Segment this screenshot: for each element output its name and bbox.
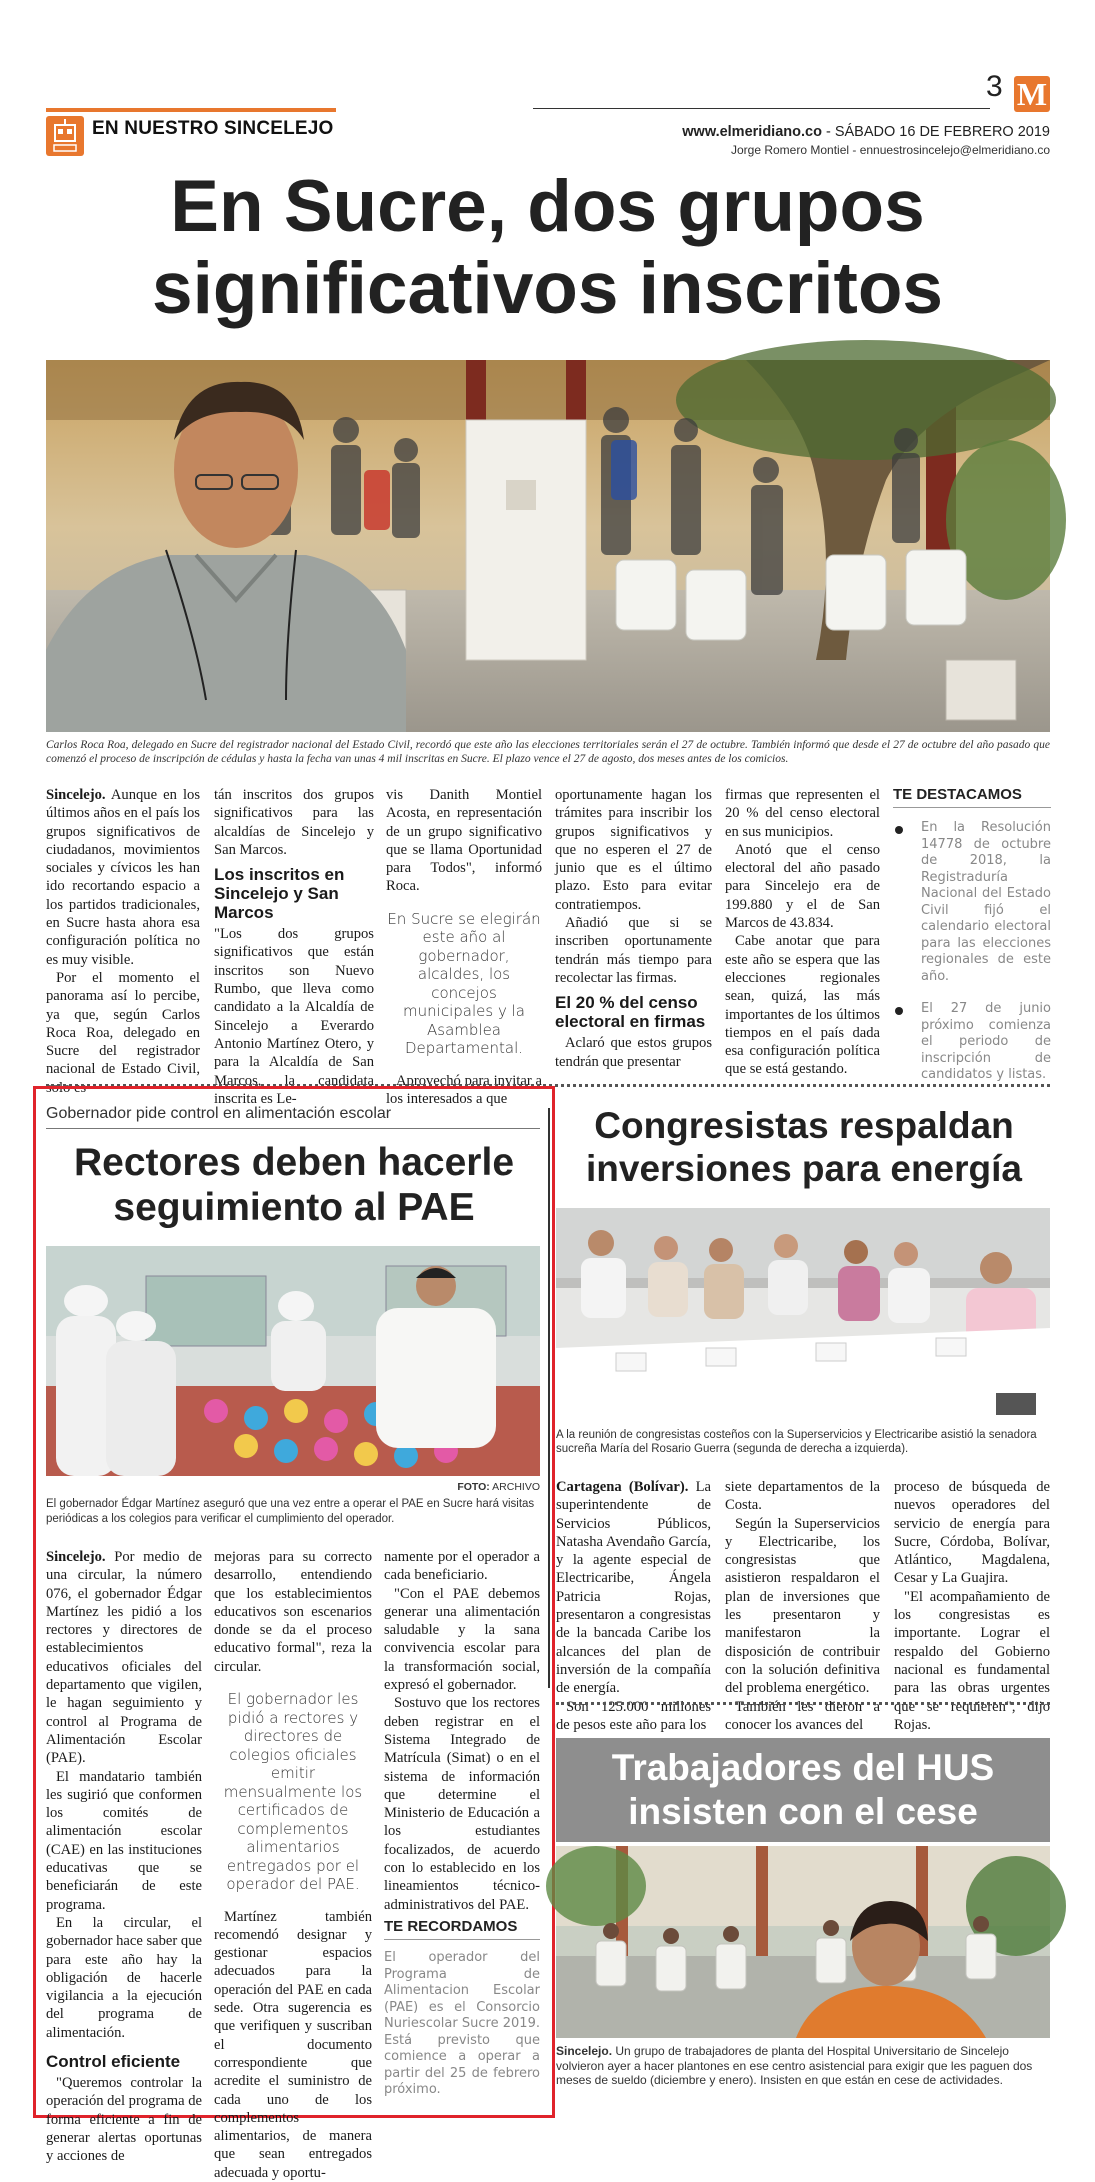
main-col1-p2: Por el momento el panorama así lo percibe, ya que, según Carlos Roca Roa, delegado en Sucre del registrador nacional de Estado Civil, solo es-	[46, 969, 200, 1096]
energy-headline-line2: inversiones para energía	[586, 1148, 1022, 1189]
hus-headline-line1: Trabajadores del HUS	[611, 1747, 995, 1788]
pae-photo-caption: El gobernador Édgar Martínez aseguró que una vez entre a operar el PAE en Sucre hará visitas periódicas a los colegios para verificar el cumplimiento del operador.	[46, 1498, 535, 1525]
energy-col-2	[725, 1478, 880, 1733]
main-col5-p3: Cabe anotar que para este año se espera que las elecciones regionales sean, quizá, las más importantes de los últimos tiempos en el país dada esa configuración política que se está gestando.	[725, 933, 880, 1078]
page-number: 3	[986, 70, 1003, 103]
hus-photo-caption	[556, 2044, 1050, 2088]
energy-photo-caption: A la reunión de congresistas costeños con la Superservicios y Electricaribe asistió la senadora sucreña María del Rosario Guerra (segunda de derecha a izquierda).	[556, 1429, 1037, 1455]
main-lead: Sincelejo.	[46, 787, 106, 803]
pae-col-1	[46, 1548, 202, 2165]
section-title: EN NUESTRO SINCELEJO	[92, 118, 334, 139]
vertical-rule	[548, 1108, 550, 1688]
main-col-4	[555, 786, 712, 1072]
pae-kicker: Gobernador pide control en alimentación escolar	[46, 1105, 392, 1122]
pae-reminder-box	[384, 1918, 540, 2108]
main-col5-p2: Anotó que el censo electoral del año pasado para Sincelejo era de 199.880 y el de San Marcos de 43.834.	[725, 841, 880, 932]
main-col4-p3: Aclaró que estos grupos tendrán que presentar	[555, 1035, 712, 1070]
main-sidebar	[893, 786, 1051, 1082]
main-photo-caption: Carlos Roca Roa, delegado en Sucre del registrador nacional del Estado Civil, recordó que este año las elecciones territoriales serán el 27 de octubre. También informó que desde el 27 de octubre del año pasado que comenzó el proceso de inscripción de cédulas y hasta la fecha van unas 4 mil inscritas en Sucre. El plazo vence el 27 de agosto, dos meses antes de los comicios.	[46, 739, 1050, 765]
energy-col2-p1: siete departamentos de la Costa.	[725, 1479, 880, 1514]
pae-col1-p1: Por medio de una circular, la número 076, el gobernador Édgar Martínez les pidió a los rectores y directores de establecimientos educativos oficiales del departamento que vigilen, le hagan seguimiento y control al Programa de Alimentación Escolar (PAE).	[46, 1549, 202, 1767]
energy-headline-line1: Congresistas respaldan	[594, 1105, 1014, 1146]
pae-col1-p4: "Queremos controlar la operación del programa de forma eficiente a fin de generar alertas oportunas y acciones de	[46, 2075, 202, 2165]
main-col3-p1: vis Danith Montiel Acosta, en representación de un grupo significativo que se llama Oportunidad para Todos", informó Roca.	[386, 787, 542, 895]
hus-headline	[556, 1738, 1050, 1842]
header-rule	[533, 108, 990, 109]
main-col-3	[386, 786, 542, 1108]
sidebar-title: TE DESTACAMOS	[893, 786, 1051, 808]
pae-headline-line2: seguimiento al PAE	[113, 1186, 475, 1229]
pae-col3-p1: namente por el operador a cada beneficiario.	[384, 1549, 540, 1584]
hus-caption-lead: Sincelejo.	[556, 2044, 613, 2058]
energy-col-3	[894, 1478, 1050, 1733]
hus-top-rule	[556, 1702, 1050, 1705]
main-pull-quote: En Sucre se elegirán este año al gobernador, alcaldes, los concejos municipales y la Asamblea Departamental.	[387, 909, 541, 1058]
main-subhead-2: El 20 % del censo electoral en firmas	[555, 993, 706, 1032]
main-headline-line1: En Sucre, dos grupos	[170, 166, 925, 247]
author-line: Jorge Romero Montiel - ennuestrosincelejo@elmeridiano.co	[730, 143, 1050, 157]
pae-col-2	[214, 1548, 372, 2181]
energy-col1-p2: Son 125.000 millones de pesos este año para los	[556, 1698, 711, 1733]
pae-pull-quote: El gobernador les pidió a rectores y directores de colegios oficiales emitir mensualmente los certificados de complementos alimentarios entregados por el operador del PAE.	[223, 1690, 363, 1894]
dateline	[682, 124, 1050, 140]
main-subhead-1: Los inscritos en Sincelejo y San Marcos	[214, 865, 345, 923]
section-icon	[46, 116, 84, 156]
energy-photo	[556, 1208, 1050, 1424]
energy-col2-p3: También les dieron a conocer los avances del	[725, 1698, 880, 1733]
main-headline-line2: significativos inscritos	[151, 248, 944, 329]
reminder-title: TE RECORDAMOS	[384, 1918, 540, 1940]
main-headline	[40, 166, 1055, 330]
pae-headline-line1: Rectores deben hacerle	[73, 1141, 515, 1184]
sidebar-item-text: En la Resolución 14778 de octubre de 2018, la Registraduría Nacional del Estado Civil fijó el calendario electoral para las elecciones regionales de este año.	[921, 820, 1051, 984]
main-col-5	[725, 786, 880, 1078]
main-col5-p1: firmas que representen el 20 % del censo electoral en sus municipios.	[725, 787, 880, 840]
hus-photo	[556, 1846, 1050, 2038]
energy-lead: Cartagena (Bolívar).	[556, 1479, 689, 1495]
pae-col2-p2: Martínez también recomendó designar y gestionar espacios adecuados para la operación del PAE en cada sede. Otra sugerencia es que verifiquen y suscriban el documento correspondiente que acredite el suministro de cada uno de los complementos alimentarios, de manera que sean entregados adecuada y oportu-	[214, 1908, 372, 2181]
energy-col3-p1: proceso de búsqueda de nuevos operadores del servicio de energía para Sucre, Córdoba, Bolívar, Atlántico, Magdalena, Cesar y La Guajira.	[894, 1479, 1050, 1587]
reminder-text: El operador del Programa de Alimentacion Escolar (PAE) es el Consorcio Nuriescolar Sucre 2019. Está previsto que comience a operar a partir del 25 de febrero próximo.	[384, 1950, 540, 2097]
bullet-icon	[895, 826, 903, 834]
sidebar-item-text: El 27 de junio próximo comienza el periodo de inscripción de candidatos y listas.	[921, 1001, 1051, 1082]
pae-col3-p2: "Con el PAE debemos generar una alimentación saludable y la sana convivencia escolar para la transformación social, expresó el gobernador.	[384, 1585, 540, 1694]
photo-credit: ARCHIVO	[489, 1481, 540, 1493]
main-col1-p1: Aunque en los últimos años en el país los grupos significativos de ciudadanos, movimientos sociales y cívicos les han ido recortando espacio a los partidos tradicionales, en Sucre hasta ahora esa configuración política no es muy visible.	[46, 787, 200, 968]
pae-subhead: Control eficiente	[46, 2052, 181, 2072]
pae-kicker-rule	[46, 1128, 540, 1129]
section-orange-rule	[46, 108, 336, 112]
energy-col1-p1: La superintendente de Servicios Públicos, Natasha Avendaño García, y la agente especial de Electricaribe, Ángela Patricia Rojas, presentaron a congresistas de la bancada Caribe los alcances del plan de inversión de la compañía de energía.	[556, 1479, 711, 1697]
pae-col-3	[384, 1548, 540, 1918]
energy-col3-p2: "El acompañamiento de los congresistas es importante. Lograr el respaldo del Gobierno nacional es fundamental para las obras urgentes que se requieren", dijo Rojas.	[894, 1588, 1050, 1733]
main-photo	[46, 360, 1050, 732]
main-col2-p2: "Los dos grupos significativos que están inscritos son Nuevo Rumbo, que lleva como candidato a la Alcaldía de Sincelejo a Everardo Antonio Martínez Otero, y para la Alcaldía de San Marcos, la candidata inscrita es Le-	[214, 926, 374, 1107]
sidebar-item	[893, 1001, 1051, 1084]
hus-caption-text: Un grupo de trabajadores de planta del Hospital Universitario de Sincelejo volvieron ayer a hacer plantones en ese centro asistencial para exigir que les paguen dos meses de sueldo (diciembre y enero). Insisten en que están en cese de actividades.	[556, 2044, 1033, 2087]
sidebar-item	[893, 820, 1051, 985]
main-col4-p2: Añadió que si se inscriben oportunamente tendrán más tiempo para recolectar las firmas.	[555, 915, 712, 986]
issue-date: - SÁBADO 16 DE FEBRERO 2019	[821, 124, 1050, 140]
main-col4-p1: oportunamente hagan los trámites para inscribir los grupos significativos y que no esperen el 27 de junio que es el último plazo. Esto para evitar contratiempos.	[555, 787, 712, 913]
energy-col2-p2: Según la Superservicios y Electricaribe, los congresistas que asistieron respaldaron el plan de inversiones que les presentaron y manifestaron la disposición de contribuir con la solución definitiva del problema energético.	[725, 1515, 880, 1697]
logo: M	[1014, 76, 1050, 112]
pae-photo-credit	[46, 1481, 540, 1493]
pae-photo	[46, 1246, 540, 1476]
pae-col3-p3: Sostuvo que los rectores deben registrar en el Sistema Integrado de Matrícula (Simat) o en el sistema de información que determine el Ministerio de Educación a los estudiantes focalizados, de acuerdo con lo establecido en los lineamientos técnico-administrativos del PAE.	[384, 1695, 540, 1913]
site-url: www.elmeridiano.co	[682, 124, 822, 140]
hus-headline-line2: insisten con el cese	[628, 1791, 978, 1832]
bullet-icon	[895, 1007, 903, 1015]
pae-col1-p2: El mandatario también les sugirió que conformen los comités de alimentación escolar (CAE) en las instituciones educativas que se beneficiarán de este programa.	[46, 1768, 202, 1913]
pae-col1-p3: En la circular, el gobernador hace saber que para este año hay la obligación de hacerle vigilancia a la ejecución del programa de alimentación.	[46, 1914, 202, 2041]
main-col-1	[46, 786, 200, 1096]
main-col3-p2: Aprovechó para invitar a los interesados a que	[386, 1072, 542, 1108]
pae-headline	[40, 1140, 548, 1230]
photo-credit-label: FOTO:	[457, 1481, 490, 1493]
pae-lead: Sincelejo.	[46, 1549, 106, 1565]
energy-col-1	[556, 1478, 711, 1733]
main-col-2	[214, 786, 374, 1107]
pae-col2-p1: mejoras para su correcto desarrollo, entendiendo que los establecimientos educativos son escenarios donde se da el proceso educativo formal", reza la circular.	[214, 1549, 372, 1675]
energy-headline	[556, 1104, 1052, 1190]
main-col2-p1: tán inscritos dos grupos significativos para las alcaldías de Sincelejo y San Marcos.	[214, 787, 374, 858]
